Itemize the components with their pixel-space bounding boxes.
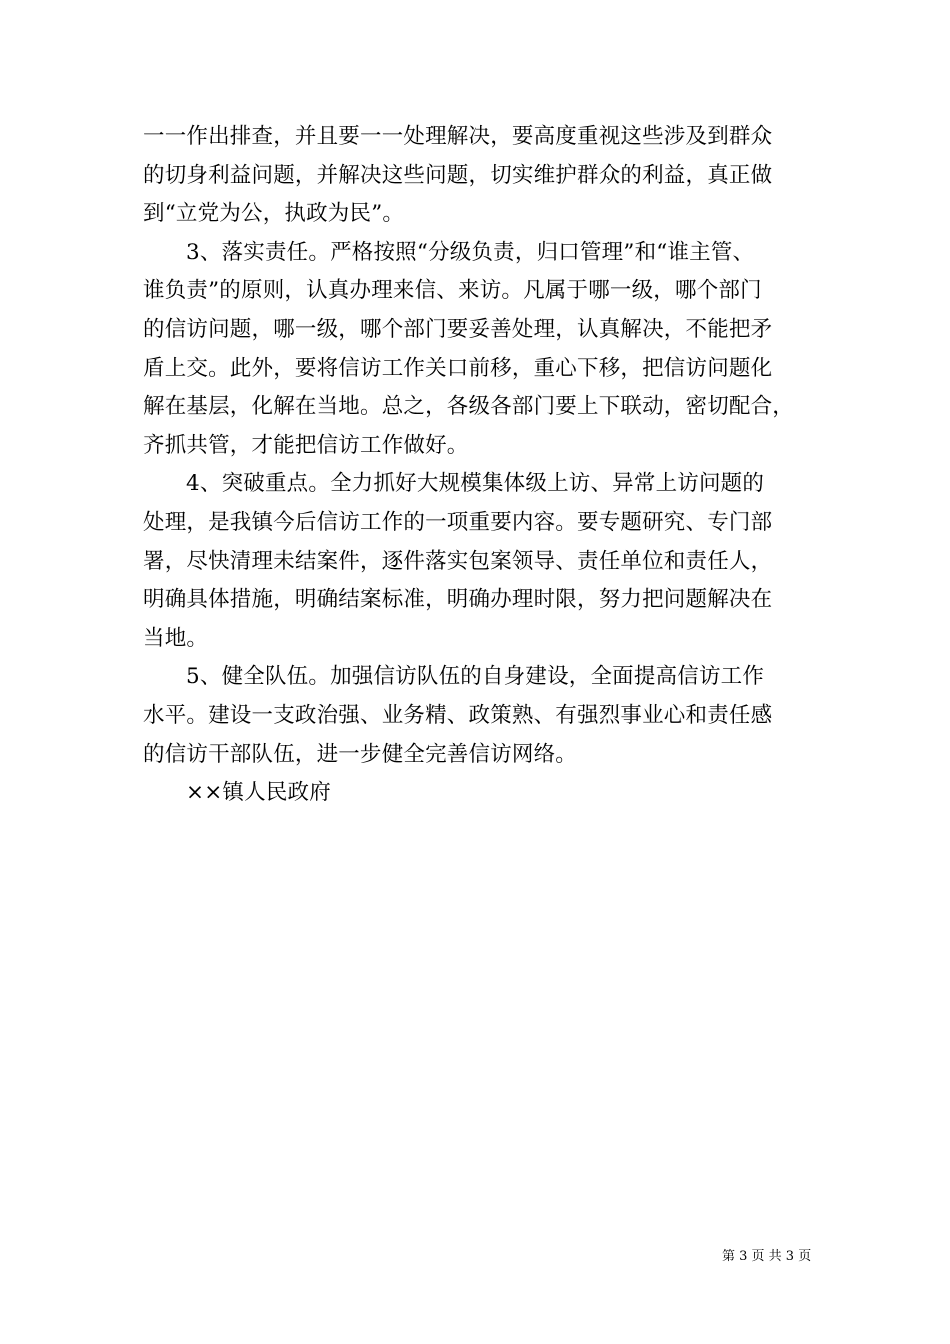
- body-line: 的信访问题，哪一级，哪个部门要妥善处理，认真解决，不能把矛: [143, 316, 773, 342]
- body-line: 署，尽快清理未结案件，逐件落实包案领导、责任单位和责任人，: [143, 548, 773, 574]
- body-line: 明确具体措施，明确结案标准，明确办理时限，努力把问题解决在: [143, 587, 773, 613]
- body-line: 到“立党为公，执政为民”。: [143, 201, 405, 227]
- body-line: 的信访干部队伍，进一步健全完善信访网络。: [143, 741, 578, 767]
- body-line: 的切身利益问题，并解决这些问题，切实维护群众的利益，真正做: [143, 162, 773, 188]
- section-5-heading-line: 5、健全队伍。加强信访队伍的自身建设，全面提高信访工作: [186, 664, 765, 690]
- section-4-heading-line: 4、突破重点。全力抓好大规模集体级上访、异常上访问题的: [186, 471, 765, 497]
- signature-line: ××镇人民政府: [186, 780, 331, 806]
- body-line: 处理，是我镇今后信访工作的一项重要内容。要专题研究、专门部: [143, 509, 773, 535]
- section-3-heading-line: 3、落实责任。严格按照“分级负责，归口管理”和“谁主管、: [186, 239, 755, 265]
- body-line: 一一作出排查，并且要一一处理解决，要高度重视这些涉及到群众: [143, 124, 773, 149]
- page-footer: [722, 1248, 811, 1266]
- page-number: 第 3 页 共 3 页: [722, 1249, 812, 1264]
- body-line: 谁负责”的原则，认真办理来信、来访。凡属于哪一级，哪个部门: [143, 278, 762, 304]
- body-line: 水平。建设一支政治强、业务精、政策熟、有强烈事业心和责任感: [143, 702, 773, 728]
- body-line: 当地。: [143, 625, 209, 651]
- document-body: [143, 118, 823, 813]
- body-line: 盾上交。此外，要将信访工作关口前移，重心下移，把信访问题化: [143, 355, 773, 381]
- body-line: 解在基层，化解在当地。总之，各级各部门要上下联动，密切配合，: [143, 394, 795, 420]
- body-line: 齐抓共管，才能把信访工作做好。: [143, 432, 469, 458]
